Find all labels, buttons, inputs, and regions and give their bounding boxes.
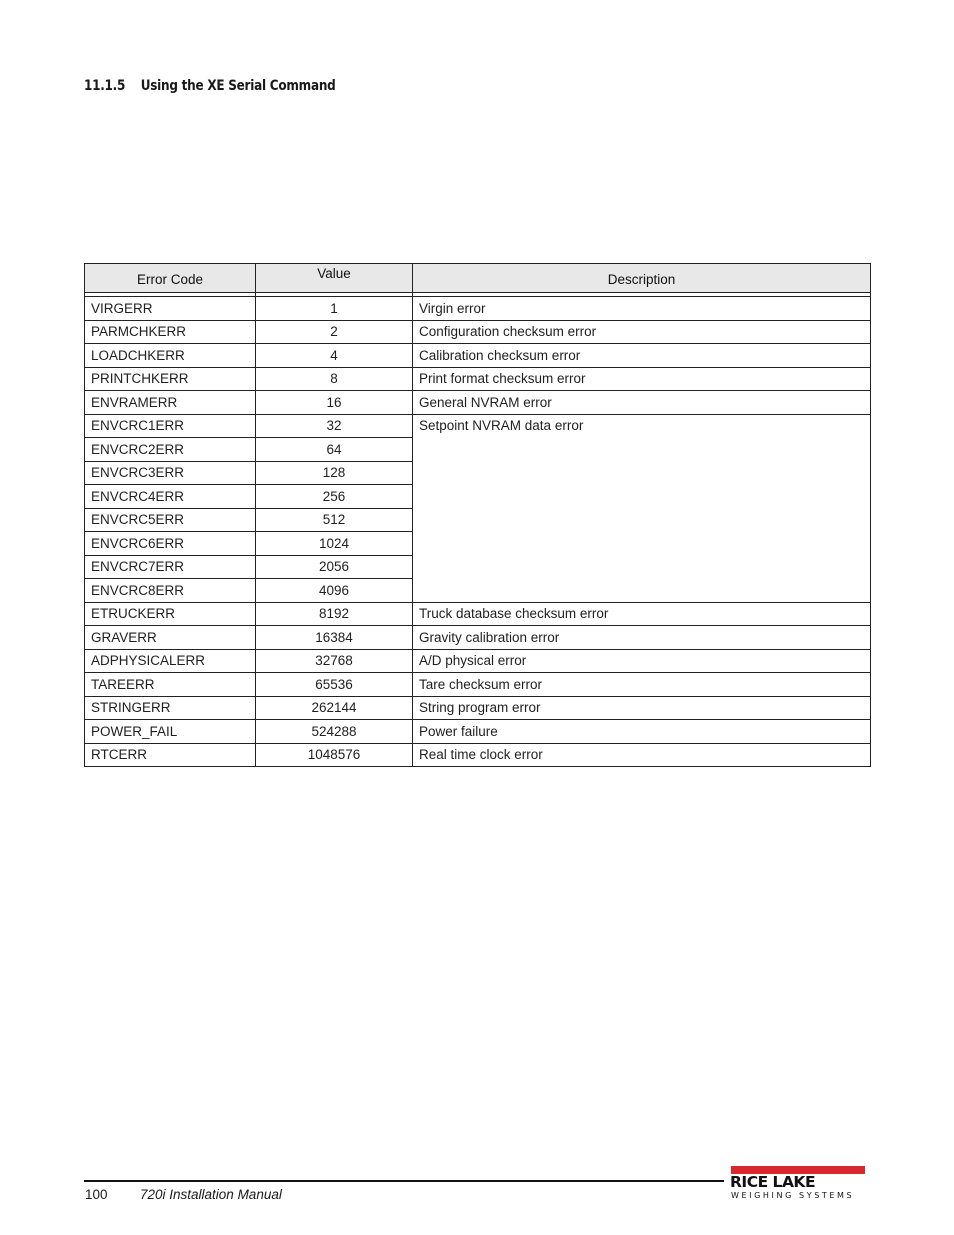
table-row <box>85 391 871 415</box>
value-cell: 128 <box>256 461 413 485</box>
description-cell: A/D physical error <box>413 649 871 673</box>
error-code-cell: PRINTCHKERR <box>85 367 256 391</box>
value-cell: 524288 <box>256 720 413 744</box>
footer-divider <box>84 1180 724 1182</box>
value-cell: 2056 <box>256 555 413 579</box>
header-value: Value <box>256 264 413 293</box>
table-row <box>85 673 871 697</box>
table-row <box>85 649 871 673</box>
value-cell: 32 <box>256 414 413 438</box>
error-code-cell: ENVCRC3ERR <box>85 461 256 485</box>
description-cell: Gravity calibration error <box>413 626 871 650</box>
table-row <box>85 297 871 321</box>
rice-lake-logo <box>730 1166 870 1202</box>
error-code-cell: ADPHYSICALERR <box>85 649 256 673</box>
error-code-cell: LOADCHKERR <box>85 344 256 368</box>
error-code-cell: VIRGERR <box>85 297 256 321</box>
table-row <box>85 320 871 344</box>
description-cell: Calibration checksum error <box>413 344 871 368</box>
value-cell: 64 <box>256 438 413 462</box>
description-cell: Virgin error <box>413 297 871 321</box>
value-cell: 16384 <box>256 626 413 650</box>
description-cell: Print format checksum error <box>413 367 871 391</box>
description-cell: Real time clock error <box>413 743 871 767</box>
table-row <box>85 720 871 744</box>
page-number: 100 <box>85 1187 108 1202</box>
error-code-cell: PARMCHKERR <box>85 320 256 344</box>
value-cell: 8 <box>256 367 413 391</box>
error-code-table <box>84 263 871 767</box>
value-cell: 262144 <box>256 696 413 720</box>
description-cell: Configuration checksum error <box>413 320 871 344</box>
value-cell: 16 <box>256 391 413 415</box>
table-row <box>85 743 871 767</box>
error-code-cell: ETRUCKERR <box>85 602 256 626</box>
error-code-cell: STRINGERR <box>85 696 256 720</box>
description-cell: General NVRAM error <box>413 391 871 415</box>
value-cell: 1024 <box>256 532 413 556</box>
error-code-cell: ENVCRC1ERR <box>85 414 256 438</box>
error-code-cell: ENVCRC6ERR <box>85 532 256 556</box>
description-cell: String program error <box>413 696 871 720</box>
logo-name: RICE LAKE <box>730 1173 816 1191</box>
table-header-row <box>85 264 871 293</box>
error-code-cell: ENVCRC4ERR <box>85 485 256 509</box>
table-row <box>85 602 871 626</box>
section-heading <box>84 78 335 94</box>
error-code-cell: ENVRAMERR <box>85 391 256 415</box>
section-title: Using the XE Serial Command <box>140 78 336 94</box>
error-code-cell: ENVCRC7ERR <box>85 555 256 579</box>
value-cell: 512 <box>256 508 413 532</box>
value-cell: 4096 <box>256 579 413 603</box>
error-code-cell: TAREERR <box>85 673 256 697</box>
value-cell: 2 <box>256 320 413 344</box>
error-code-cell: GRAVERR <box>85 626 256 650</box>
header-description: Description <box>413 264 871 293</box>
error-code-cell: POWER_FAIL <box>85 720 256 744</box>
error-code-cell: ENVCRC8ERR <box>85 579 256 603</box>
description-cell: Tare checksum error <box>413 673 871 697</box>
table-row <box>85 367 871 391</box>
value-cell: 1 <box>256 297 413 321</box>
value-cell: 1048576 <box>256 743 413 767</box>
table-row <box>85 344 871 368</box>
value-cell: 4 <box>256 344 413 368</box>
description-cell: Truck database checksum error <box>413 602 871 626</box>
value-cell: 32768 <box>256 649 413 673</box>
header-error-code: Error Code <box>85 264 256 293</box>
error-code-cell: RTCERR <box>85 743 256 767</box>
description-cell-merged: Setpoint NVRAM data error <box>413 414 871 602</box>
table-row <box>85 696 871 720</box>
table-row <box>85 414 871 438</box>
value-cell: 256 <box>256 485 413 509</box>
table-row <box>85 626 871 650</box>
value-cell: 8192 <box>256 602 413 626</box>
value-cell: 65536 <box>256 673 413 697</box>
logo-tagline: WEIGHING SYSTEMS <box>731 1191 855 1200</box>
description-cell: Power failure <box>413 720 871 744</box>
manual-title: 720i Installation Manual <box>140 1187 282 1202</box>
section-number: 11.1.5 <box>84 78 126 94</box>
error-code-cell: ENVCRC2ERR <box>85 438 256 462</box>
error-code-cell: ENVCRC5ERR <box>85 508 256 532</box>
